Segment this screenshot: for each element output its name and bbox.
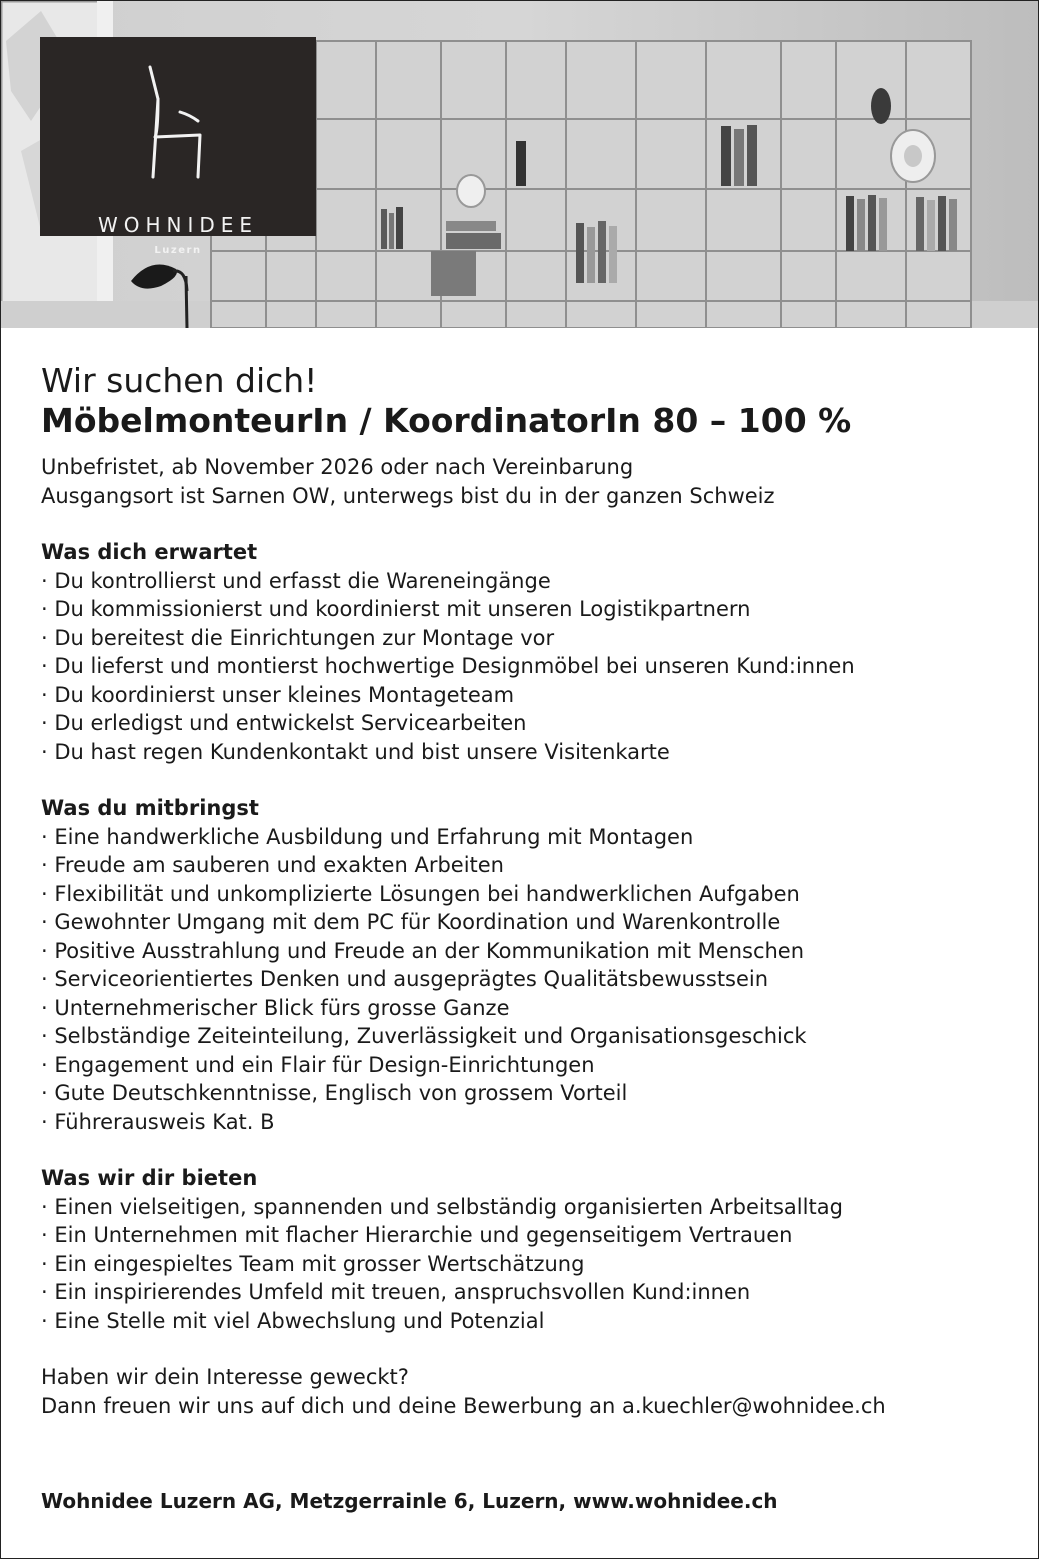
list-item: · Eine handwerkliche Ausbildung und Erfahrung mit Montagen (41, 824, 694, 849)
section-offer (41, 1164, 1001, 1335)
section-heading: Was dich erwartet (41, 540, 258, 564)
logo-city: Luzern (154, 245, 202, 256)
contact-block (41, 1363, 1001, 1420)
list-item: · Eine Stelle mit viel Abwechslung und Potenzial (41, 1308, 545, 1333)
list-item: · Du kontrollierst und erfasst die Wareneingänge (41, 568, 551, 593)
chair-logo-icon (40, 37, 316, 207)
list-item: · Freude am sauberen und exakten Arbeiten (41, 853, 504, 877)
ad-content (41, 361, 1001, 1420)
list-item: · Ein Unternehmen mit flacher Hierarchie und gegenseitigem Vertrauen (41, 1223, 793, 1247)
list-item: · Flexibilität und unkomplizierte Lösungen bei handwerklichen Aufgaben (41, 881, 800, 906)
list-item: · Selbständige Zeiteinteilung, Zuverlässigkeit und Organisationsgeschick (41, 1024, 807, 1048)
job-title: MöbelmonteurIn / KoordinatorIn 80 – 100 % (41, 401, 852, 440)
contact-email-text[interactable]: Dann freuen wir uns auf dich und deine Bewerbung an a.kuechler@wohnidee.ch (41, 1393, 886, 1418)
list-item: · Einen vielseitigen, spannenden und selbständig organisierten Arbeitsalltag (41, 1194, 843, 1219)
list-item: · Du hast regen Kundenkontakt und bist unsere Visitenkarte (41, 739, 670, 764)
list-item: · Gewohnter Umgang mit dem PC für Koordination und Warenkontrolle (41, 910, 781, 934)
list-item: · Du koordinierst unser kleines Montageteam (41, 682, 515, 707)
list-item: · Ein inspirierendes Umfeld mit treuen, anspruchsvollen Kund:innen (41, 1280, 751, 1304)
list-item: · Unternehmerischer Blick fürs grosse Ganze (41, 995, 510, 1020)
shelf-photo (1, 1, 1038, 328)
list-item: · Ein eingespieltes Team mit grosser Wertschätzung (41, 1251, 585, 1276)
wohnidee-logo (40, 37, 316, 256)
list-item: · Serviceorientiertes Denken und ausgeprägtes Qualitätsbewusstsein (41, 967, 769, 991)
logo-wordmark: WOHNIDEE (97, 213, 259, 237)
employment-terms: Unbefristet, ab November 2026 oder nach Vereinbarung (41, 455, 634, 479)
company-footer[interactable]: Wohnidee Luzern AG, Metzgerrainle 6, Luzern, www.wohnidee.ch (41, 1489, 778, 1513)
list-item: · Du erledigst und entwickelst Servicearbeiten (41, 711, 527, 735)
list-item: · Gute Deutschkenntnisse, Englisch von grossem Vorteil (41, 1081, 628, 1105)
list-item: · Du kommissionierst und koordinierst mit unseren Logistikpartnern (41, 597, 751, 621)
contact-question: Haben wir dein Interesse geweckt? (41, 1365, 409, 1389)
section-requirements (41, 794, 1001, 1136)
section-heading: Was du mitbringst (41, 796, 259, 820)
list-item: · Du lieferst und montierst hochwertige Designmöbel bei unseren Kund:innen (41, 654, 855, 678)
list-item: · Führerausweis Kat. B (41, 1109, 275, 1134)
list-item: · Engagement und ein Flair für Design-Einrichtungen (41, 1052, 595, 1077)
list-item: · Positive Ausstrahlung und Freude an der Kommunikation mit Menschen (41, 938, 805, 963)
section-expectations (41, 538, 1001, 766)
work-location: Ausgangsort ist Sarnen OW, unterwegs bist du in der ganzen Schweiz (41, 483, 775, 508)
section-heading: Was wir dir bieten (41, 1166, 258, 1190)
intro-heading: Wir suchen dich! (41, 361, 318, 400)
list-item: · Du bereitest die Einrichtungen zur Montage vor (41, 625, 555, 650)
